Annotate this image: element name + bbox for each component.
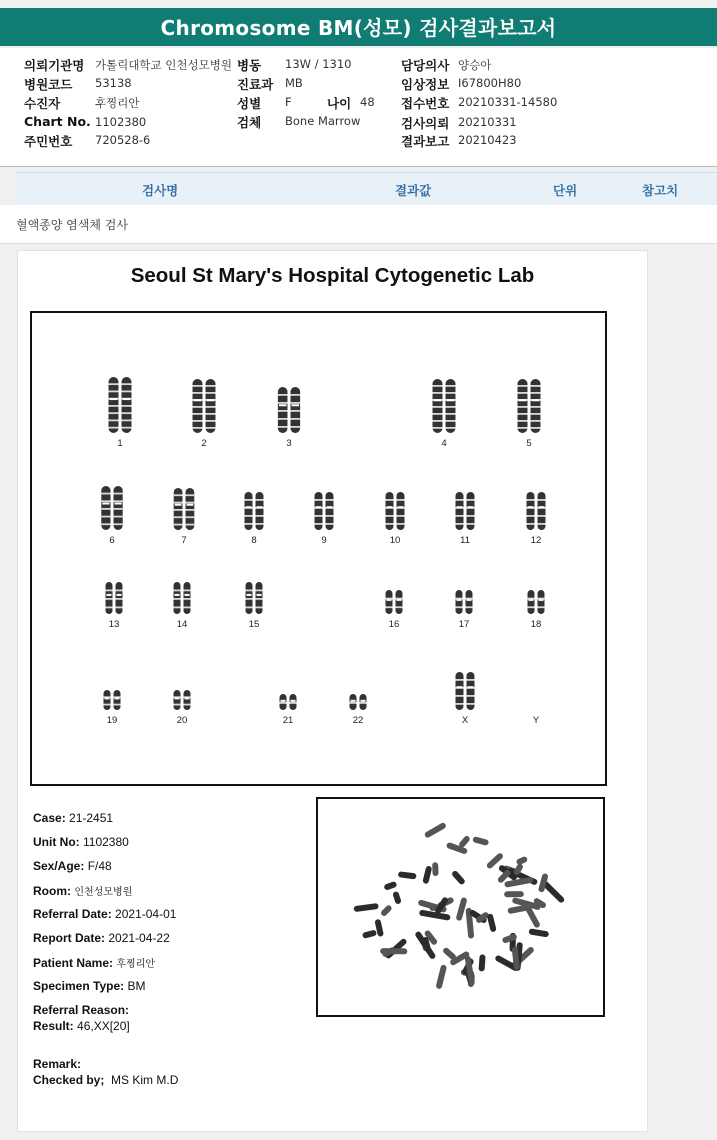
metaphase-chromosome [419,910,451,921]
sex-label: 성별 [237,96,262,111]
metaphase-chromosome [435,964,447,989]
ward-value: 13W / 1310 [285,57,352,71]
chromosome-pair-7 [167,487,201,531]
remark-field: Remark: [33,1057,82,1071]
hospital-code-label: 병원코드 [24,77,73,92]
chromosome-label: 1 [117,438,123,449]
referral-date-field: Referral Date: 2021-04-01 [33,907,177,921]
patient-label: 수진자 [24,96,61,111]
chromosome-label: 20 [176,715,188,726]
sex-age-field: Sex/Age: F/48 [33,859,112,873]
chromosome-pair-2 [187,378,221,434]
metaphase-chromosome [455,897,467,921]
metaphase-spread-svg [318,799,603,1015]
chromosome-label: 15 [248,619,260,630]
report-date-value: 20210423 [458,133,517,147]
chromosome-pair-18 [519,589,553,615]
metaphase-chromosome [383,881,397,891]
receipt-no-value: 20210331-14580 [458,95,558,109]
chromosome-label: 5 [526,438,532,449]
chromosome-pair-10 [378,491,412,531]
chromosome-pair-8 [237,491,271,531]
clinical-info-value: I67800H80 [458,76,522,90]
chromosome-pair-17 [447,589,481,615]
metaphase-chromosome [487,913,497,932]
metaphase-chromosome [392,891,402,905]
rrn-value: 720528-6 [95,133,151,147]
metaphase-chromosome [516,856,529,866]
metaphase-image [316,797,605,1017]
chromosome-label: 6 [109,535,115,546]
chromosome-label: 7 [181,535,187,546]
chromosome-pair-16 [377,589,411,615]
case-field: Case: 21-2451 [33,811,114,825]
chromosome-pair-X [448,671,482,711]
metaphase-chromosome [472,836,489,846]
chromosome-pair-14 [165,581,199,615]
col-unit: 단위 [553,183,578,198]
metaphase-chromosome [442,946,457,961]
ward-label: 병동 [237,58,262,73]
chromosome-label: X [461,715,469,726]
patient-name-field: Patient Name: 후찡리안 [33,956,156,970]
chromosome-label: 4 [441,438,447,449]
chromosome-pair-15 [237,581,271,615]
chromosome-label: 2 [201,438,207,449]
metaphase-chromosome [432,862,439,876]
report-date-label: 결과보고 [401,134,450,149]
chromosome-pair-5 [512,378,546,434]
chromosome-label: 19 [106,715,118,726]
chromosome-label: 14 [176,619,188,630]
dept-label: 진료과 [237,77,274,92]
chromosome-pair-9 [307,491,341,531]
metaphase-chromosome [398,871,417,879]
col-test-name: 검사명 [142,183,179,198]
report-title: Chromosome BM(성모) 검사결과보고서 [0,8,717,46]
chromosome-pair-22 [341,693,375,711]
unit-no-field: Unit No: 1102380 [33,835,129,849]
patient-value: 후찡리안 [95,96,140,110]
request-date-label: 검사의뢰 [401,116,450,131]
doctor-value: 양승아 [458,58,492,72]
chromosome-label: 13 [108,619,120,630]
metaphase-chromosome [451,870,466,886]
metaphase-chromosome [424,822,447,839]
age-label: 나이 [327,96,352,111]
chromosome-label: 9 [321,535,327,546]
hospital-code-value: 53138 [95,76,132,90]
receipt-no-label: 접수번호 [401,96,450,111]
metaphase-chromosome [479,954,486,971]
referral-reason-field: Referral Reason: [33,1003,130,1017]
dept-value: MB [285,76,303,90]
metaphase-chromosome [362,929,377,938]
room-field: Room: 인천성모병원 [33,884,133,898]
chromosome-label: Y [532,715,540,726]
chromosome-pair-20 [165,689,199,711]
hospital-label: 의뢰기관명 [24,58,85,73]
patient-info-panel [0,48,717,167]
chromosome-label: 18 [530,619,542,630]
request-date-value: 20210331 [458,115,517,129]
clinical-info-label: 임상정보 [401,77,450,92]
metaphase-chromosome [504,877,534,888]
metaphase-chromosome [504,891,524,897]
chromosome-pair-21 [271,693,305,711]
chromosome-pair-1 [103,376,137,434]
chromosome-pair-4 [427,378,461,434]
chromosome-label: 22 [352,715,364,726]
chromosome-label: 12 [530,535,542,546]
chromosome-pair-12 [519,491,553,531]
chart-no-label: Chart No. [24,114,91,129]
metaphase-chromosome [422,865,432,884]
metaphase-chromosome [380,904,393,917]
chromosome-pair-13 [97,581,131,615]
chromosome-pair-11 [448,491,482,531]
chromosome-label: 11 [460,535,470,546]
chromosome-pair-3 [272,386,306,434]
doctor-label: 담당의사 [401,58,450,73]
chromosome-pair-6 [95,485,129,531]
age-value: 48 [360,95,375,109]
lab-title: Seoul St Mary's Hospital Cytogenetic Lab [130,264,535,287]
chromosome-label: 8 [251,535,257,546]
karyogram [30,311,607,786]
chromosome-pair-19 [95,689,129,711]
chromosome-label: 21 [282,715,294,726]
chromosome-label: 17 [458,619,470,630]
test-section-row [0,205,717,244]
result-field: Result: 46,XX[20] [33,1019,130,1033]
col-reference: 참고치 [642,183,679,198]
report-date-field: Report Date: 2021-04-22 [33,931,170,945]
chromosome-label: 10 [389,535,401,546]
chromosome-label: 3 [286,438,292,449]
sex-value: F [285,95,292,109]
rrn-label: 주민번호 [24,134,73,149]
chart-no-value: 1102380 [95,115,147,129]
specimen-type-field: Specimen Type: BM [33,979,146,993]
specimen-value: Bone Marrow [285,114,361,128]
test-section-name: 혈액종양 염색체 검사 [16,218,128,232]
checked-by-field: Checked by; MS Kim M.D [33,1073,179,1087]
karyotype-report [17,250,648,1132]
metaphase-chromosome [528,928,549,937]
chromosome-label: 16 [388,619,400,630]
metaphase-chromosome [353,903,378,912]
col-result: 결과값 [395,183,432,198]
specimen-label: 검체 [237,115,262,130]
results-table-header [17,172,717,206]
hospital-value: 가톨릭대학교 인천성모병원 [95,58,232,72]
